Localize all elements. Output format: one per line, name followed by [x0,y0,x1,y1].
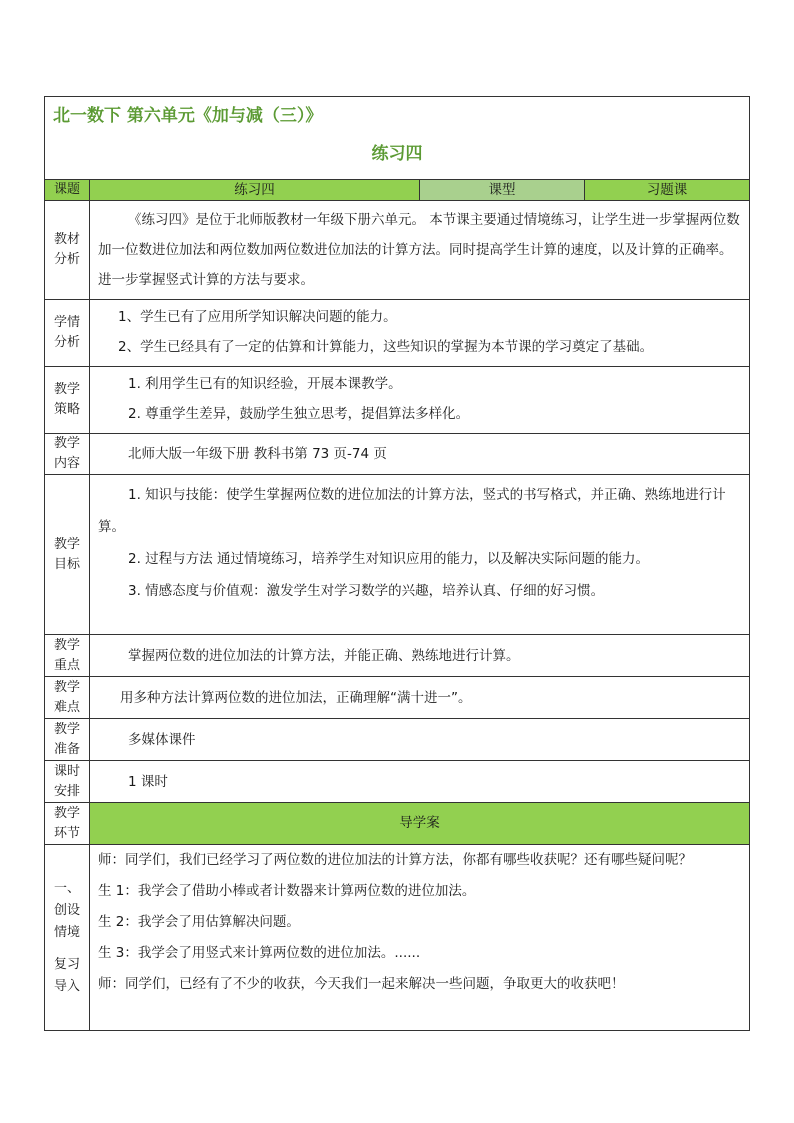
intro-label [45,845,90,1031]
stage-label-line-1: 教学 [53,805,80,821]
content-label-line-2: 内容 [53,456,80,471]
intro-label-gap [45,944,89,954]
strategy-line-1: 1. 利用学生已有的知识经验，开展本课教学。 [128,376,402,392]
content-text: 北师大版一年级下册 教科书第 73 页-74 页 [128,446,387,462]
intro-line-1: 师：同学们，我们已经学习了两位数的进位加法的计算方法，你都有哪些收获呢？还有哪些疑问呢？ [98,852,692,868]
document-title: 北一数下 第六单元《加与减（三）》 [53,106,323,126]
keypoint-label-line-1: 教学 [53,637,80,653]
hours-label [45,761,90,803]
analysis-label-line-2: 分析 [53,252,80,267]
intro-content [90,845,750,1031]
difficulty-label-line-1: 教学 [53,679,80,695]
strategy-label-line-1: 教学 [53,382,80,397]
topic-value: 练习四 [90,180,420,201]
goals-label-line-2: 目标 [53,556,80,572]
analysis-label [45,201,90,300]
intro-label-line-1: 一、 [53,880,80,896]
intro-line-3: 生 2：我学会了用估算解决问题。 [98,914,300,930]
prep-label [45,719,90,761]
intro-line-2: 生 1：我学会了借助小棒或者计数器来计算两位数的进位加法。 [98,883,476,899]
intro-line-4: 生 3：我学会了用竖式来计算两位数的进位加法。...... [98,945,421,961]
hours-label-line-1: 课时 [53,763,80,779]
keypoint-content [90,635,750,677]
analysis-text: 《练习四》是位于北师版教材一年级下册六单元。 本节课主要通过情境练习，让学生进一步掌握两位数加一位数进位加法和两位数加两位数进位加法的计算方法。同时提高学生计算的速度，以及计算的正确率。进一步掌握竖式计算的方法与要求。 [98,212,740,288]
lesson-plan-sheet [44,96,749,1031]
difficulty-label [45,677,90,719]
goals-label-line-1: 教学 [53,536,80,552]
keypoint-label-line-2: 重点 [53,657,80,673]
hours-label-line-2: 安排 [53,783,80,799]
intro-label-line-2: 创设 [53,902,80,918]
strategy-label-line-2: 策略 [53,402,80,417]
difficulty-content [90,677,750,719]
stage-label-line-2: 环节 [53,825,80,841]
intro-label-line-3: 情境 [53,924,80,940]
stage-header: 导学案 [90,803,750,845]
prep-content [90,719,750,761]
students-label-line-1: 学情 [53,315,80,330]
strategy-label [45,367,90,434]
students-content [90,300,750,367]
intro-label-line-6: 导入 [53,978,80,994]
goals-line-2: 2. 过程与方法 通过情境练习，培养学生对知识应用的能力，以及解决实际问题的能力。 [128,551,649,567]
students-line-2: 2、学生已经具有了一定的估算和计算能力，这些知识的掌握为本节课的学习奠定了基础。 [118,339,654,355]
goals-line-3: 3. 情感态度与价值观：激发学生对学习数学的兴趣，培养认真、仔细的好习惯。 [128,583,605,599]
content-label [45,434,90,475]
difficulty-text: 用多种方法计算两位数的进位加法，正确理解“满十进一”。 [120,689,472,706]
hours-content [90,761,750,803]
goals-label [45,475,90,635]
intro-line-5: 师：同学们，已经有了不少的收获，今天我们一起来解决一些问题，争取更大的收获吧！ [98,976,625,992]
stage-label [45,803,90,845]
keypoint-text: 掌握两位数的进位加法的计算方法，并能正确、熟练地进行计算。 [128,647,520,664]
strategy-content [90,367,750,434]
students-line-1: 1、学生已有了应用所学知识解决问题的能力。 [118,309,397,325]
type-value: 习题课 [585,180,750,201]
goals-line-1: 1. 知识与技能：使学生掌握两位数的进位加法的计算方法，竖式的书写格式，并正确、熟练地进行计算。 [98,487,726,535]
title-cell [45,97,750,180]
prep-label-line-2: 准备 [53,741,80,757]
prep-text: 多媒体课件 [128,731,196,748]
lesson-title: 练习四 [371,144,423,164]
content-label-line-1: 教学 [53,436,80,451]
analysis-content [90,201,750,300]
keypoint-label [45,635,90,677]
strategy-line-2: 2. 尊重学生差异，鼓励学生独立思考，提倡算法多样化。 [128,406,470,422]
topic-label: 课题 [45,180,90,201]
analysis-label-line-1: 教材 [53,232,80,247]
intro-label-line-5: 复习 [53,956,80,972]
students-label-line-2: 分析 [53,335,80,350]
hours-text: 1 课时 [128,773,168,790]
lesson-plan-table [44,96,750,1031]
prep-label-line-1: 教学 [53,721,80,737]
difficulty-label-line-2: 难点 [53,699,80,715]
type-label: 课型 [420,180,585,201]
content-content [90,434,750,475]
students-label [45,300,90,367]
goals-content [90,475,750,635]
